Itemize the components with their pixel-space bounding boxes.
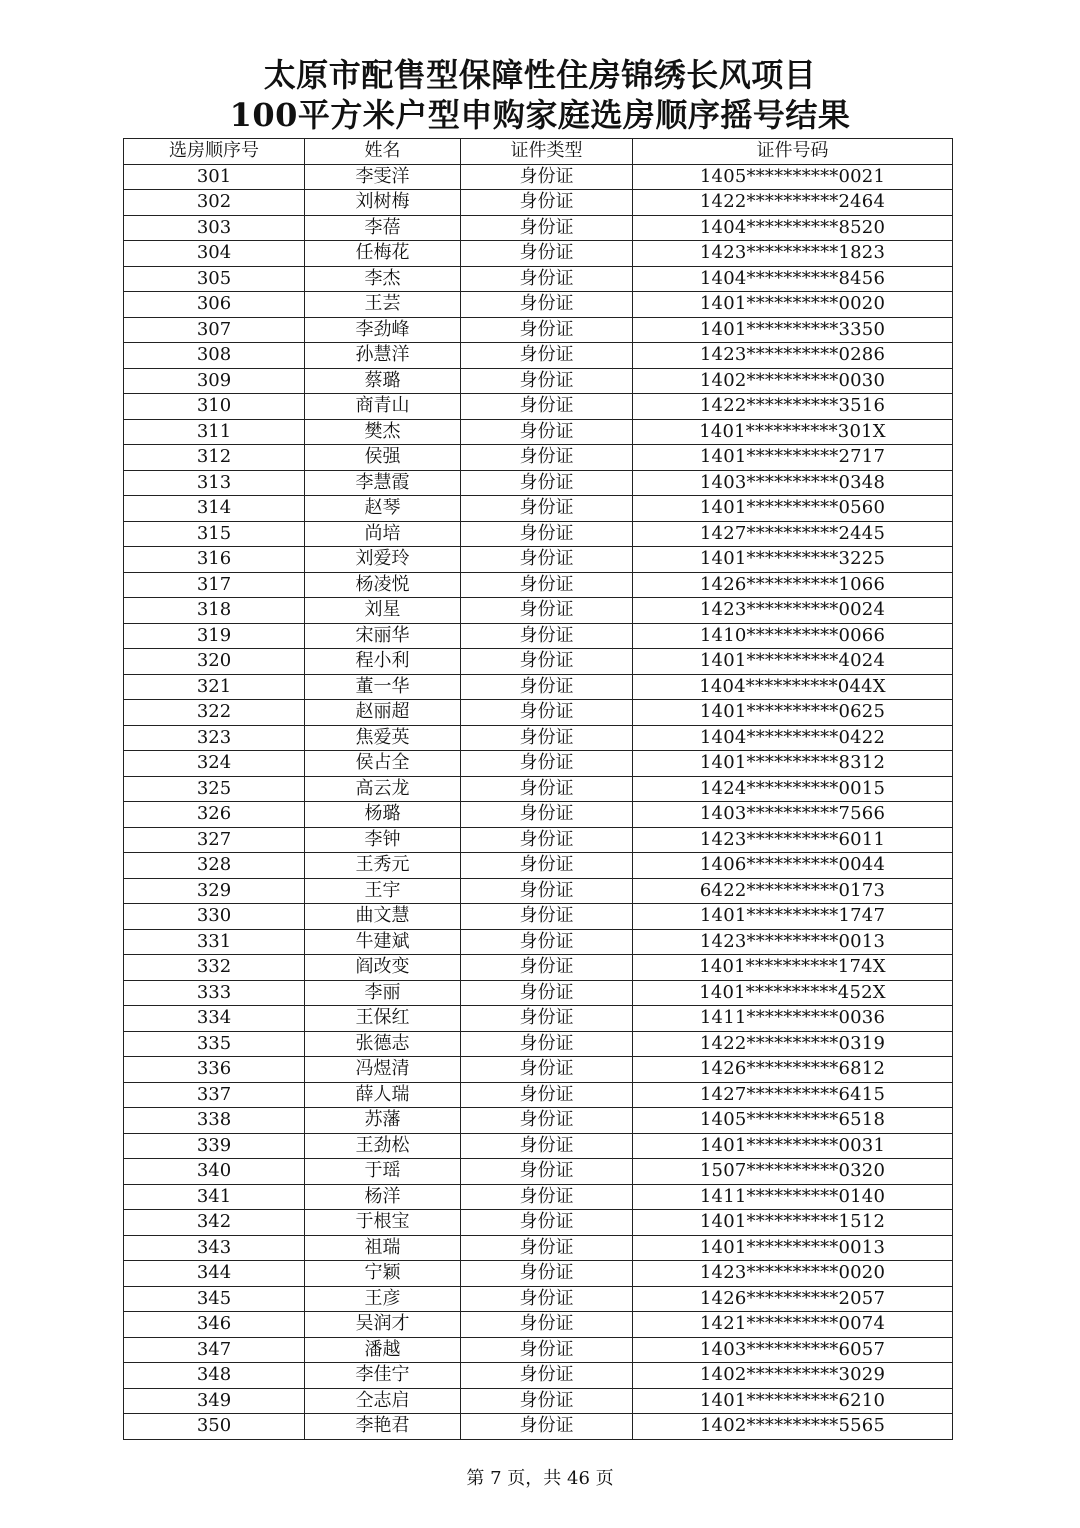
name-cell: 王芸 xyxy=(305,292,461,318)
order-number-cell: 349 xyxy=(124,1388,305,1414)
order-number-cell: 315 xyxy=(124,521,305,547)
table-row xyxy=(124,649,953,675)
id-number-cell: 1401**********174X xyxy=(633,955,953,981)
table-row xyxy=(124,802,953,828)
table-row xyxy=(124,292,953,318)
table-row xyxy=(124,470,953,496)
id-type-cell: 身份证 xyxy=(461,572,633,598)
id-type-cell: 身份证 xyxy=(461,929,633,955)
name-cell: 李慧霞 xyxy=(305,470,461,496)
order-number-cell: 325 xyxy=(124,776,305,802)
name-cell: 焦爱英 xyxy=(305,725,461,751)
order-number-cell: 332 xyxy=(124,955,305,981)
order-number-cell: 319 xyxy=(124,623,305,649)
order-number-cell: 340 xyxy=(124,1159,305,1185)
table-row xyxy=(124,853,953,879)
table-row xyxy=(124,1184,953,1210)
table-row xyxy=(124,164,953,190)
id-type-cell: 身份证 xyxy=(461,802,633,828)
table-row xyxy=(124,598,953,624)
id-number-cell: 1424**********0015 xyxy=(633,776,953,802)
table-row xyxy=(124,215,953,241)
id-number-cell: 1402**********5565 xyxy=(633,1414,953,1440)
id-type-cell: 身份证 xyxy=(461,547,633,573)
order-number-cell: 323 xyxy=(124,725,305,751)
table-row xyxy=(124,1388,953,1414)
name-cell: 杨璐 xyxy=(305,802,461,828)
name-cell: 尚培 xyxy=(305,521,461,547)
id-type-cell: 身份证 xyxy=(461,1006,633,1032)
table-row xyxy=(124,1031,953,1057)
order-number-cell: 334 xyxy=(124,1006,305,1032)
id-number-cell: 6422**********0173 xyxy=(633,878,953,904)
table-row xyxy=(124,700,953,726)
page-footer: 第 7 页，共 46 页 xyxy=(466,1468,614,1489)
id-number-cell: 1423**********0013 xyxy=(633,929,953,955)
lottery-result-table xyxy=(123,138,953,1440)
id-type-cell: 身份证 xyxy=(461,674,633,700)
id-number-cell: 1423**********0020 xyxy=(633,1261,953,1287)
table-row xyxy=(124,190,953,216)
id-type-cell: 身份证 xyxy=(461,241,633,267)
name-cell: 杨洋 xyxy=(305,1184,461,1210)
table-row xyxy=(124,674,953,700)
table-row xyxy=(124,1006,953,1032)
order-number-cell: 314 xyxy=(124,496,305,522)
order-number-cell: 305 xyxy=(124,266,305,292)
order-number-cell: 328 xyxy=(124,853,305,879)
order-number-cell: 308 xyxy=(124,343,305,369)
table-row xyxy=(124,955,953,981)
id-number-cell: 1427**********2445 xyxy=(633,521,953,547)
id-type-cell: 身份证 xyxy=(461,1082,633,1108)
order-number-cell: 347 xyxy=(124,1337,305,1363)
id-type-cell: 身份证 xyxy=(461,445,633,471)
table-row xyxy=(124,980,953,1006)
table-row xyxy=(124,1133,953,1159)
order-number-cell: 329 xyxy=(124,878,305,904)
id-number-cell: 1401**********3225 xyxy=(633,547,953,573)
id-number-cell: 1401**********6210 xyxy=(633,1388,953,1414)
order-number-cell: 317 xyxy=(124,572,305,598)
name-cell: 李杰 xyxy=(305,266,461,292)
id-number-cell: 1410**********0066 xyxy=(633,623,953,649)
order-number-cell: 341 xyxy=(124,1184,305,1210)
id-number-cell: 1402**********0030 xyxy=(633,368,953,394)
id-number-cell: 1401**********301X xyxy=(633,419,953,445)
order-number-cell: 331 xyxy=(124,929,305,955)
id-type-cell: 身份证 xyxy=(461,419,633,445)
id-number-cell: 1507**********0320 xyxy=(633,1159,953,1185)
table-row xyxy=(124,1337,953,1363)
name-cell: 宋丽华 xyxy=(305,623,461,649)
id-type-cell: 身份证 xyxy=(461,904,633,930)
id-number-cell: 1401**********0560 xyxy=(633,496,953,522)
name-cell: 刘星 xyxy=(305,598,461,624)
table-row xyxy=(124,1057,953,1083)
order-number-cell: 350 xyxy=(124,1414,305,1440)
id-type-cell: 身份证 xyxy=(461,343,633,369)
id-number-cell: 1401**********452X xyxy=(633,980,953,1006)
table-row xyxy=(124,827,953,853)
table-row xyxy=(124,1261,953,1287)
name-cell: 牛建斌 xyxy=(305,929,461,955)
table-header-row xyxy=(124,139,953,165)
id-type-cell: 身份证 xyxy=(461,980,633,1006)
id-type-cell: 身份证 xyxy=(461,955,633,981)
id-type-cell: 身份证 xyxy=(461,725,633,751)
id-number-cell: 1422**********2464 xyxy=(633,190,953,216)
order-number-cell: 313 xyxy=(124,470,305,496)
id-type-cell: 身份证 xyxy=(461,496,633,522)
name-cell: 高云龙 xyxy=(305,776,461,802)
table-row xyxy=(124,1082,953,1108)
name-cell: 于瑶 xyxy=(305,1159,461,1185)
order-number-cell: 326 xyxy=(124,802,305,828)
order-number-cell: 344 xyxy=(124,1261,305,1287)
order-number-cell: 309 xyxy=(124,368,305,394)
order-number-cell: 322 xyxy=(124,700,305,726)
order-number-cell: 333 xyxy=(124,980,305,1006)
order-number-cell: 345 xyxy=(124,1286,305,1312)
id-type-cell: 身份证 xyxy=(461,1031,633,1057)
id-type-cell: 身份证 xyxy=(461,1159,633,1185)
table-row xyxy=(124,1312,953,1338)
order-number-cell: 337 xyxy=(124,1082,305,1108)
table-row xyxy=(124,904,953,930)
document-title-line-2: 100平方米户型申购家庭选房顺序摇号结果 xyxy=(229,96,851,134)
id-number-cell: 1411**********0036 xyxy=(633,1006,953,1032)
name-cell: 刘爱玲 xyxy=(305,547,461,573)
order-number-cell: 338 xyxy=(124,1108,305,1134)
name-cell: 孙慧洋 xyxy=(305,343,461,369)
id-type-cell: 身份证 xyxy=(461,394,633,420)
id-number-cell: 1401**********1512 xyxy=(633,1210,953,1236)
order-number-cell: 324 xyxy=(124,751,305,777)
id-number-cell: 1404**********8456 xyxy=(633,266,953,292)
id-type-cell: 身份证 xyxy=(461,827,633,853)
name-cell: 仝志启 xyxy=(305,1388,461,1414)
order-number-cell: 302 xyxy=(124,190,305,216)
name-cell: 赵琴 xyxy=(305,496,461,522)
id-number-cell: 1403**********7566 xyxy=(633,802,953,828)
table-row xyxy=(124,343,953,369)
id-number-cell: 1422**********0319 xyxy=(633,1031,953,1057)
id-type-cell: 身份证 xyxy=(461,215,633,241)
id-type-cell: 身份证 xyxy=(461,292,633,318)
table-row xyxy=(124,394,953,420)
id-number-cell: 1426**********1066 xyxy=(633,572,953,598)
table-row xyxy=(124,929,953,955)
table-row xyxy=(124,317,953,343)
id-number-cell: 1404**********044X xyxy=(633,674,953,700)
id-type-cell: 身份证 xyxy=(461,1184,633,1210)
id-number-cell: 1404**********0422 xyxy=(633,725,953,751)
name-cell: 王保红 xyxy=(305,1006,461,1032)
id-type-cell: 身份证 xyxy=(461,1414,633,1440)
name-cell: 冯煜清 xyxy=(305,1057,461,1083)
name-cell: 吴润才 xyxy=(305,1312,461,1338)
id-type-cell: 身份证 xyxy=(461,1286,633,1312)
id-number-cell: 1401**********0013 xyxy=(633,1235,953,1261)
name-cell: 程小利 xyxy=(305,649,461,675)
name-cell: 刘树梅 xyxy=(305,190,461,216)
table-row xyxy=(124,878,953,904)
id-number-cell: 1401**********8312 xyxy=(633,751,953,777)
order-number-cell: 339 xyxy=(124,1133,305,1159)
order-number-cell: 343 xyxy=(124,1235,305,1261)
id-number-cell: 1401**********0020 xyxy=(633,292,953,318)
name-cell: 李雯洋 xyxy=(305,164,461,190)
table-row xyxy=(124,1235,953,1261)
table-row xyxy=(124,445,953,471)
table-row xyxy=(124,751,953,777)
table-row xyxy=(124,1108,953,1134)
name-cell: 李钟 xyxy=(305,827,461,853)
id-type-cell: 身份证 xyxy=(461,700,633,726)
id-type-cell: 身份证 xyxy=(461,1363,633,1389)
id-type-cell: 身份证 xyxy=(461,1210,633,1236)
id-type-cell: 身份证 xyxy=(461,521,633,547)
order-number-cell: 318 xyxy=(124,598,305,624)
table-row xyxy=(124,623,953,649)
id-type-cell: 身份证 xyxy=(461,1261,633,1287)
id-number-cell: 1426**********2057 xyxy=(633,1286,953,1312)
header-name: 姓名 xyxy=(305,139,461,165)
order-number-cell: 307 xyxy=(124,317,305,343)
name-cell: 曲文慧 xyxy=(305,904,461,930)
order-number-cell: 342 xyxy=(124,1210,305,1236)
id-number-cell: 1401**********3350 xyxy=(633,317,953,343)
name-cell: 李蓓 xyxy=(305,215,461,241)
order-number-cell: 316 xyxy=(124,547,305,573)
name-cell: 李丽 xyxy=(305,980,461,1006)
id-number-cell: 1403**********6057 xyxy=(633,1337,953,1363)
table-row xyxy=(124,776,953,802)
header-id-number: 证件号码 xyxy=(633,139,953,165)
name-cell: 李艳君 xyxy=(305,1414,461,1440)
id-type-cell: 身份证 xyxy=(461,878,633,904)
header-id-type: 证件类型 xyxy=(461,139,633,165)
table-row xyxy=(124,419,953,445)
table-row xyxy=(124,572,953,598)
id-number-cell: 1403**********0348 xyxy=(633,470,953,496)
name-cell: 蔡璐 xyxy=(305,368,461,394)
id-number-cell: 1423**********1823 xyxy=(633,241,953,267)
id-type-cell: 身份证 xyxy=(461,1337,633,1363)
name-cell: 赵丽超 xyxy=(305,700,461,726)
id-type-cell: 身份证 xyxy=(461,598,633,624)
name-cell: 于根宝 xyxy=(305,1210,461,1236)
table-row xyxy=(124,725,953,751)
order-number-cell: 330 xyxy=(124,904,305,930)
name-cell: 阎改变 xyxy=(305,955,461,981)
name-cell: 王劲松 xyxy=(305,1133,461,1159)
id-number-cell: 1422**********3516 xyxy=(633,394,953,420)
table-body xyxy=(124,164,953,1439)
table-row xyxy=(124,1286,953,1312)
name-cell: 薛人瑞 xyxy=(305,1082,461,1108)
order-number-cell: 336 xyxy=(124,1057,305,1083)
table-row xyxy=(124,1414,953,1440)
name-cell: 侯强 xyxy=(305,445,461,471)
table-row xyxy=(124,547,953,573)
name-cell: 宁颖 xyxy=(305,1261,461,1287)
id-number-cell: 1401**********0625 xyxy=(633,700,953,726)
id-number-cell: 1404**********8520 xyxy=(633,215,953,241)
id-number-cell: 1402**********3029 xyxy=(633,1363,953,1389)
order-number-cell: 306 xyxy=(124,292,305,318)
order-number-cell: 346 xyxy=(124,1312,305,1338)
order-number-cell: 321 xyxy=(124,674,305,700)
id-type-cell: 身份证 xyxy=(461,266,633,292)
table-row xyxy=(124,1159,953,1185)
table-row xyxy=(124,521,953,547)
id-type-cell: 身份证 xyxy=(461,1235,633,1261)
id-type-cell: 身份证 xyxy=(461,1133,633,1159)
table-row xyxy=(124,496,953,522)
name-cell: 商青山 xyxy=(305,394,461,420)
order-number-cell: 327 xyxy=(124,827,305,853)
name-cell: 李佳宁 xyxy=(305,1363,461,1389)
id-number-cell: 1426**********6812 xyxy=(633,1057,953,1083)
name-cell: 潘越 xyxy=(305,1337,461,1363)
id-type-cell: 身份证 xyxy=(461,776,633,802)
id-number-cell: 1405**********6518 xyxy=(633,1108,953,1134)
name-cell: 任梅花 xyxy=(305,241,461,267)
id-type-cell: 身份证 xyxy=(461,853,633,879)
name-cell: 祖瑞 xyxy=(305,1235,461,1261)
id-number-cell: 1401**********2717 xyxy=(633,445,953,471)
id-number-cell: 1401**********0031 xyxy=(633,1133,953,1159)
table-row xyxy=(124,368,953,394)
order-number-cell: 301 xyxy=(124,164,305,190)
order-number-cell: 320 xyxy=(124,649,305,675)
id-type-cell: 身份证 xyxy=(461,649,633,675)
table-row xyxy=(124,241,953,267)
name-cell: 王宇 xyxy=(305,878,461,904)
table-row xyxy=(124,1210,953,1236)
name-cell: 樊杰 xyxy=(305,419,461,445)
id-number-cell: 1406**********0044 xyxy=(633,853,953,879)
id-type-cell: 身份证 xyxy=(461,190,633,216)
name-cell: 李劲峰 xyxy=(305,317,461,343)
id-type-cell: 身份证 xyxy=(461,1057,633,1083)
id-number-cell: 1423**********0024 xyxy=(633,598,953,624)
table-row xyxy=(124,266,953,292)
id-number-cell: 1423**********6011 xyxy=(633,827,953,853)
order-number-cell: 311 xyxy=(124,419,305,445)
id-number-cell: 1401**********4024 xyxy=(633,649,953,675)
order-number-cell: 312 xyxy=(124,445,305,471)
id-number-cell: 1421**********0074 xyxy=(633,1312,953,1338)
id-type-cell: 身份证 xyxy=(461,623,633,649)
name-cell: 王秀元 xyxy=(305,853,461,879)
name-cell: 苏藩 xyxy=(305,1108,461,1134)
id-number-cell: 1401**********1747 xyxy=(633,904,953,930)
name-cell: 董一华 xyxy=(305,674,461,700)
id-number-cell: 1405**********0021 xyxy=(633,164,953,190)
name-cell: 王彦 xyxy=(305,1286,461,1312)
id-type-cell: 身份证 xyxy=(461,164,633,190)
id-number-cell: 1423**********0286 xyxy=(633,343,953,369)
document-title-line-1: 太原市配售型保障性住房锦绣长风项目 xyxy=(263,56,817,94)
id-type-cell: 身份证 xyxy=(461,1108,633,1134)
id-type-cell: 身份证 xyxy=(461,470,633,496)
id-number-cell: 1427**********6415 xyxy=(633,1082,953,1108)
order-number-cell: 348 xyxy=(124,1363,305,1389)
table-row xyxy=(124,1363,953,1389)
name-cell: 杨凌悦 xyxy=(305,572,461,598)
id-type-cell: 身份证 xyxy=(461,751,633,777)
order-number-cell: 304 xyxy=(124,241,305,267)
order-number-cell: 303 xyxy=(124,215,305,241)
name-cell: 侯占全 xyxy=(305,751,461,777)
id-type-cell: 身份证 xyxy=(461,1312,633,1338)
order-number-cell: 335 xyxy=(124,1031,305,1057)
id-type-cell: 身份证 xyxy=(461,1388,633,1414)
order-number-cell: 310 xyxy=(124,394,305,420)
id-type-cell: 身份证 xyxy=(461,317,633,343)
id-number-cell: 1411**********0140 xyxy=(633,1184,953,1210)
id-type-cell: 身份证 xyxy=(461,368,633,394)
header-order-number: 选房顺序号 xyxy=(124,139,305,165)
name-cell: 张德志 xyxy=(305,1031,461,1057)
